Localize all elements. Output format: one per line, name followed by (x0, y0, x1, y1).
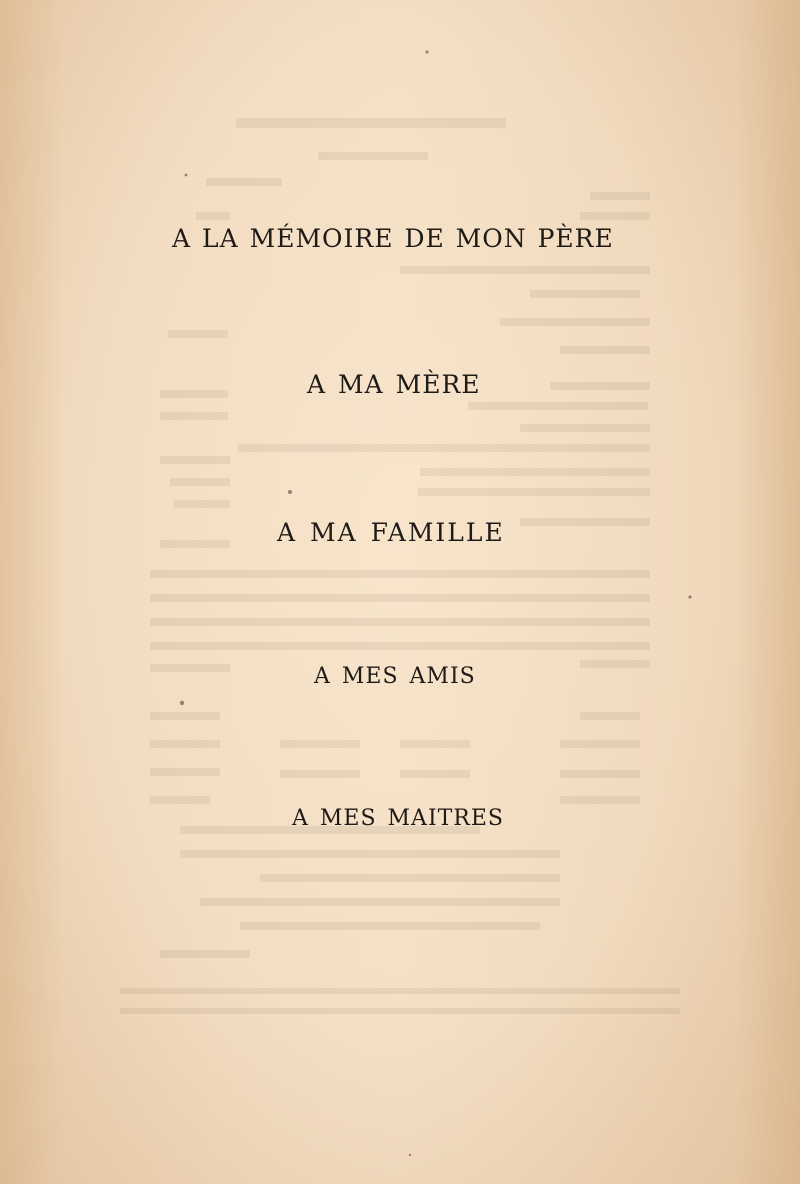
dedication-mother: A MA MÈRE (307, 370, 481, 399)
dedication-family: A MA FAMILLE (277, 518, 505, 547)
dedication-teachers: A MES MAITRES (292, 806, 505, 831)
dedication-friends: A MES AMIS (314, 664, 476, 689)
dedication-father: A LA MÉMOIRE DE MON PÈRE (172, 224, 614, 253)
